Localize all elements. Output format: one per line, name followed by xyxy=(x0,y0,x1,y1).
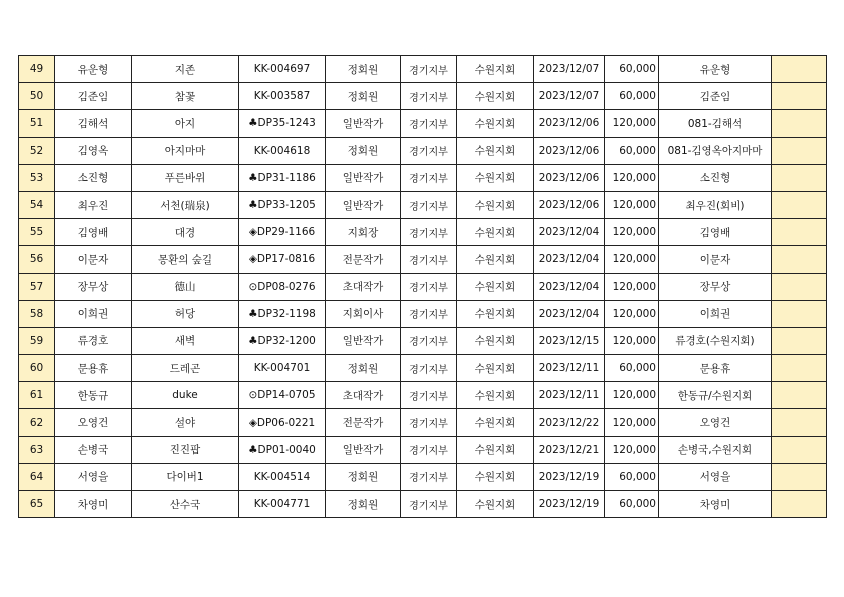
depositor-name: 081-김영옥아지마마 xyxy=(659,137,772,164)
payment-amount: 60,000 xyxy=(605,355,659,382)
note-cell xyxy=(772,409,827,436)
member-code: ⊙DP14-0705 xyxy=(239,382,326,409)
branch-name: 경기지부 xyxy=(401,191,457,218)
row-number: 55 xyxy=(19,219,55,246)
member-code: KK-004771 xyxy=(239,491,326,518)
payment-amount: 60,000 xyxy=(605,83,659,110)
depositor-name: 최우진(회비) xyxy=(659,191,772,218)
chapter-name: 수원지회 xyxy=(457,137,534,164)
member-grade: 일반작가 xyxy=(326,327,401,354)
member-name: 서영을 xyxy=(55,463,132,490)
row-number: 56 xyxy=(19,246,55,273)
pen-name: 진진팝 xyxy=(132,436,239,463)
row-number: 63 xyxy=(19,436,55,463)
note-cell xyxy=(772,83,827,110)
member-name: 김해석 xyxy=(55,110,132,137)
depositor-name: 차영미 xyxy=(659,491,772,518)
pen-name: 대경 xyxy=(132,219,239,246)
payment-amount: 120,000 xyxy=(605,246,659,273)
member-grade: 지회장 xyxy=(326,219,401,246)
pen-name: 서천(瑞泉) xyxy=(132,191,239,218)
row-number: 59 xyxy=(19,327,55,354)
note-cell xyxy=(772,273,827,300)
payment-date: 2023/12/04 xyxy=(534,219,605,246)
table-row xyxy=(19,110,827,137)
member-grade: 일반작가 xyxy=(326,436,401,463)
chapter-name: 수원지회 xyxy=(457,300,534,327)
member-code: ◈DP17-0816 xyxy=(239,246,326,273)
payment-amount: 120,000 xyxy=(605,382,659,409)
member-code: KK-004701 xyxy=(239,355,326,382)
table-row xyxy=(19,300,827,327)
note-cell xyxy=(772,56,827,83)
note-cell xyxy=(772,491,827,518)
member-code: KK-003587 xyxy=(239,83,326,110)
member-grade: 정회원 xyxy=(326,83,401,110)
member-code: ◈DP29-1166 xyxy=(239,219,326,246)
member-code: KK-004514 xyxy=(239,463,326,490)
chapter-name: 수원지회 xyxy=(457,191,534,218)
member-name: 문용휴 xyxy=(55,355,132,382)
member-grade: 일반작가 xyxy=(326,191,401,218)
member-grade: 정회원 xyxy=(326,355,401,382)
member-name: 손병국 xyxy=(55,436,132,463)
chapter-name: 수원지회 xyxy=(457,463,534,490)
pen-name: 새벽 xyxy=(132,327,239,354)
member-name: 소진형 xyxy=(55,164,132,191)
branch-name: 경기지부 xyxy=(401,219,457,246)
payment-date: 2023/12/04 xyxy=(534,246,605,273)
depositor-name: 장무상 xyxy=(659,273,772,300)
depositor-name: 이희권 xyxy=(659,300,772,327)
depositor-name: 한동규/수원지회 xyxy=(659,382,772,409)
chapter-name: 수원지회 xyxy=(457,83,534,110)
table-row xyxy=(19,382,827,409)
member-code: ♣DP33-1205 xyxy=(239,191,326,218)
row-number: 65 xyxy=(19,491,55,518)
row-number: 49 xyxy=(19,56,55,83)
member-dues-table xyxy=(18,55,827,518)
pen-name: 아지 xyxy=(132,110,239,137)
row-number: 52 xyxy=(19,137,55,164)
branch-name: 경기지부 xyxy=(401,463,457,490)
depositor-name: 손병국,수원지회 xyxy=(659,436,772,463)
member-name: 차영미 xyxy=(55,491,132,518)
table-row xyxy=(19,83,827,110)
table-row xyxy=(19,246,827,273)
payment-date: 2023/12/06 xyxy=(534,137,605,164)
payment-amount: 120,000 xyxy=(605,409,659,436)
payment-date: 2023/12/04 xyxy=(534,273,605,300)
note-cell xyxy=(772,219,827,246)
branch-name: 경기지부 xyxy=(401,137,457,164)
member-name: 한동규 xyxy=(55,382,132,409)
member-name: 유운형 xyxy=(55,56,132,83)
member-name: 김영옥 xyxy=(55,137,132,164)
member-name: 최우진 xyxy=(55,191,132,218)
chapter-name: 수원지회 xyxy=(457,409,534,436)
member-name: 장무상 xyxy=(55,273,132,300)
depositor-name: 오영건 xyxy=(659,409,772,436)
payment-date: 2023/12/19 xyxy=(534,463,605,490)
payment-amount: 120,000 xyxy=(605,110,659,137)
note-cell xyxy=(772,137,827,164)
row-number: 50 xyxy=(19,83,55,110)
branch-name: 경기지부 xyxy=(401,164,457,191)
note-cell xyxy=(772,300,827,327)
member-grade: 정회원 xyxy=(326,56,401,83)
table-row xyxy=(19,56,827,83)
row-number: 58 xyxy=(19,300,55,327)
branch-name: 경기지부 xyxy=(401,110,457,137)
member-grade: 정회원 xyxy=(326,463,401,490)
chapter-name: 수원지회 xyxy=(457,56,534,83)
chapter-name: 수원지회 xyxy=(457,436,534,463)
branch-name: 경기지부 xyxy=(401,83,457,110)
payment-amount: 60,000 xyxy=(605,463,659,490)
payment-date: 2023/12/06 xyxy=(534,164,605,191)
branch-name: 경기지부 xyxy=(401,56,457,83)
row-number: 53 xyxy=(19,164,55,191)
member-code: ⊙DP08-0276 xyxy=(239,273,326,300)
member-grade: 전문작가 xyxy=(326,246,401,273)
table-row xyxy=(19,137,827,164)
payment-date: 2023/12/11 xyxy=(534,355,605,382)
depositor-name: 김준임 xyxy=(659,83,772,110)
member-grade: 일반작가 xyxy=(326,110,401,137)
note-cell xyxy=(772,355,827,382)
note-cell xyxy=(772,382,827,409)
table-row xyxy=(19,273,827,300)
chapter-name: 수원지회 xyxy=(457,164,534,191)
branch-name: 경기지부 xyxy=(401,382,457,409)
row-number: 64 xyxy=(19,463,55,490)
payment-date: 2023/12/06 xyxy=(534,110,605,137)
depositor-name: 문용휴 xyxy=(659,355,772,382)
member-grade: 초대작가 xyxy=(326,273,401,300)
payment-amount: 120,000 xyxy=(605,300,659,327)
chapter-name: 수원지회 xyxy=(457,273,534,300)
member-code: ♣DP32-1200 xyxy=(239,327,326,354)
branch-name: 경기지부 xyxy=(401,409,457,436)
branch-name: 경기지부 xyxy=(401,246,457,273)
row-number: 60 xyxy=(19,355,55,382)
member-name: 오영건 xyxy=(55,409,132,436)
depositor-name: 이문자 xyxy=(659,246,772,273)
note-cell xyxy=(772,463,827,490)
chapter-name: 수원지회 xyxy=(457,110,534,137)
table-row xyxy=(19,191,827,218)
payment-date: 2023/12/07 xyxy=(534,56,605,83)
note-cell xyxy=(772,436,827,463)
pen-name: 드레곤 xyxy=(132,355,239,382)
payment-date: 2023/12/06 xyxy=(534,191,605,218)
chapter-name: 수원지회 xyxy=(457,246,534,273)
pen-name: 설야 xyxy=(132,409,239,436)
note-cell xyxy=(772,110,827,137)
member-grade: 지회이사 xyxy=(326,300,401,327)
branch-name: 경기지부 xyxy=(401,491,457,518)
note-cell xyxy=(772,246,827,273)
payment-amount: 120,000 xyxy=(605,327,659,354)
row-number: 57 xyxy=(19,273,55,300)
payment-date: 2023/12/07 xyxy=(534,83,605,110)
table-row xyxy=(19,355,827,382)
chapter-name: 수원지회 xyxy=(457,355,534,382)
row-number: 61 xyxy=(19,382,55,409)
payment-amount: 60,000 xyxy=(605,56,659,83)
member-name: 이희권 xyxy=(55,300,132,327)
table-row xyxy=(19,409,827,436)
member-code: KK-004618 xyxy=(239,137,326,164)
member-grade: 전문작가 xyxy=(326,409,401,436)
pen-name: 산수국 xyxy=(132,491,239,518)
payment-date: 2023/12/21 xyxy=(534,436,605,463)
branch-name: 경기지부 xyxy=(401,436,457,463)
row-number: 62 xyxy=(19,409,55,436)
note-cell xyxy=(772,191,827,218)
payment-amount: 120,000 xyxy=(605,164,659,191)
depositor-name: 김영배 xyxy=(659,219,772,246)
member-code: ♣DP01-0040 xyxy=(239,436,326,463)
depositor-name: 소진형 xyxy=(659,164,772,191)
member-name: 이문자 xyxy=(55,246,132,273)
payment-date: 2023/12/22 xyxy=(534,409,605,436)
payment-date: 2023/12/19 xyxy=(534,491,605,518)
payment-date: 2023/12/15 xyxy=(534,327,605,354)
table-row xyxy=(19,463,827,490)
row-number: 54 xyxy=(19,191,55,218)
chapter-name: 수원지회 xyxy=(457,219,534,246)
depositor-name: 류경호(수원지회) xyxy=(659,327,772,354)
payment-amount: 120,000 xyxy=(605,273,659,300)
pen-name: 德山 xyxy=(132,273,239,300)
member-code: ♣DP32-1198 xyxy=(239,300,326,327)
payment-amount: 60,000 xyxy=(605,491,659,518)
table-row xyxy=(19,327,827,354)
payment-date: 2023/12/11 xyxy=(534,382,605,409)
branch-name: 경기지부 xyxy=(401,327,457,354)
member-grade: 초대작가 xyxy=(326,382,401,409)
member-name: 김준임 xyxy=(55,83,132,110)
member-name: 김영배 xyxy=(55,219,132,246)
member-code: ♣DP35-1243 xyxy=(239,110,326,137)
pen-name: 몽환의 숲길 xyxy=(132,246,239,273)
payment-amount: 120,000 xyxy=(605,436,659,463)
chapter-name: 수원지회 xyxy=(457,491,534,518)
pen-name: 아지마마 xyxy=(132,137,239,164)
payment-amount: 120,000 xyxy=(605,191,659,218)
note-cell xyxy=(772,164,827,191)
pen-name: 지존 xyxy=(132,56,239,83)
member-code: ♣DP31-1186 xyxy=(239,164,326,191)
member-code: KK-004697 xyxy=(239,56,326,83)
payment-date: 2023/12/04 xyxy=(534,300,605,327)
member-name: 류경호 xyxy=(55,327,132,354)
pen-name: duke xyxy=(132,382,239,409)
member-code: ◈DP06-0221 xyxy=(239,409,326,436)
table-row xyxy=(19,436,827,463)
payment-amount: 120,000 xyxy=(605,219,659,246)
branch-name: 경기지부 xyxy=(401,300,457,327)
table-row xyxy=(19,219,827,246)
payment-amount: 60,000 xyxy=(605,137,659,164)
chapter-name: 수원지회 xyxy=(457,327,534,354)
member-grade: 일반작가 xyxy=(326,164,401,191)
pen-name: 허당 xyxy=(132,300,239,327)
branch-name: 경기지부 xyxy=(401,273,457,300)
depositor-name: 유운형 xyxy=(659,56,772,83)
depositor-name: 서영을 xyxy=(659,463,772,490)
table-row xyxy=(19,164,827,191)
row-number: 51 xyxy=(19,110,55,137)
pen-name: 참꽃 xyxy=(132,83,239,110)
branch-name: 경기지부 xyxy=(401,355,457,382)
depositor-name: 081-김해석 xyxy=(659,110,772,137)
table-row xyxy=(19,491,827,518)
note-cell xyxy=(772,327,827,354)
member-grade: 정회원 xyxy=(326,137,401,164)
pen-name: 다이버1 xyxy=(132,463,239,490)
chapter-name: 수원지회 xyxy=(457,382,534,409)
member-grade: 정회원 xyxy=(326,491,401,518)
pen-name: 푸른바위 xyxy=(132,164,239,191)
